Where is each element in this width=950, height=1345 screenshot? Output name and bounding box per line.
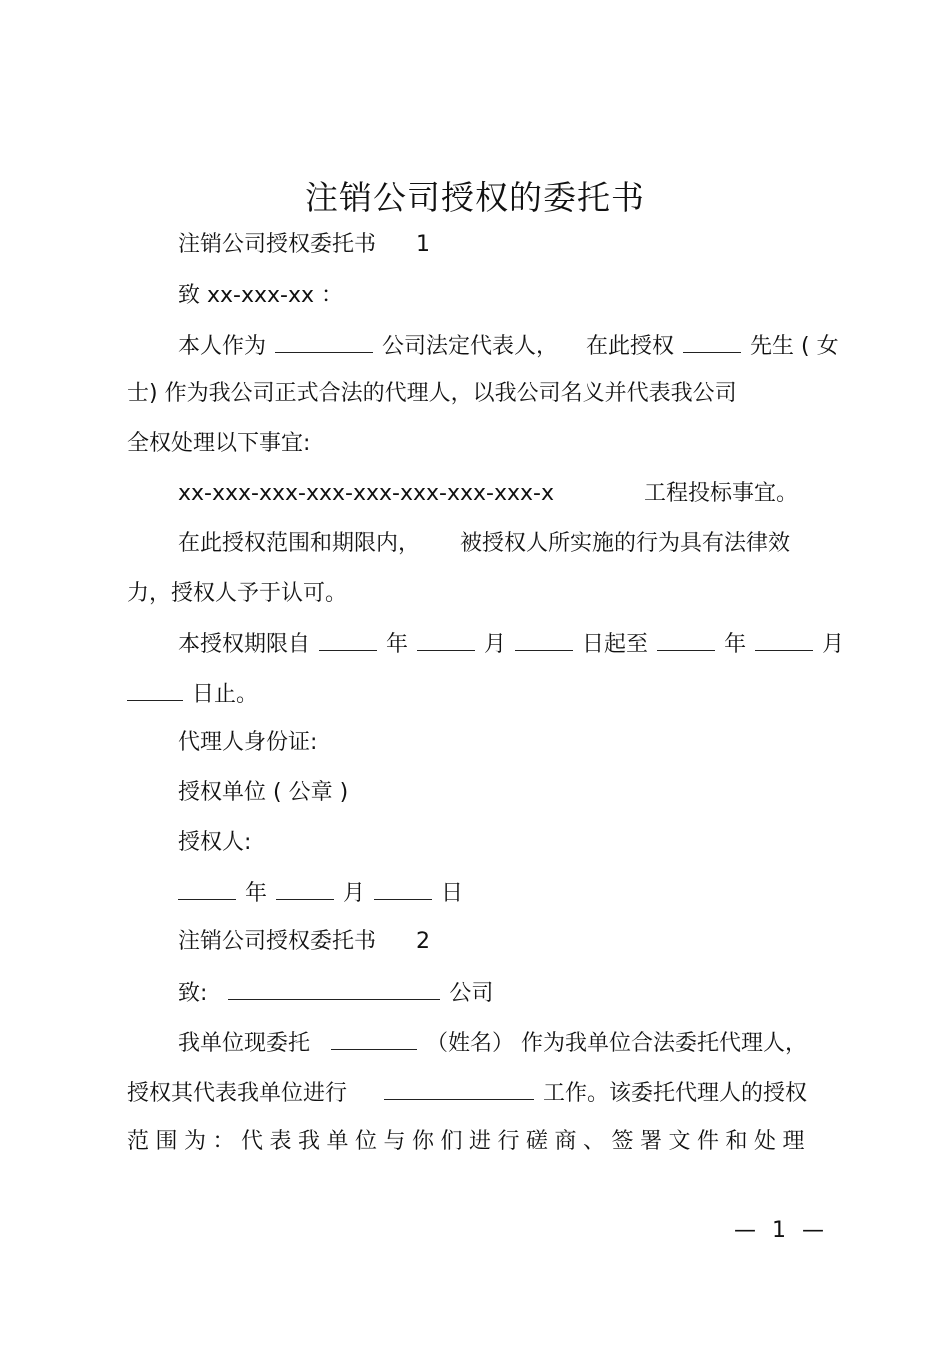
page-dash-left: — xyxy=(734,1218,756,1243)
s2-para1-b: （姓名） xyxy=(426,1031,515,1056)
s2-para2-b: 工作。该委托代理人的授权 xyxy=(543,1081,808,1106)
para1-text-b: 公司法定代表人， xyxy=(382,334,559,359)
to-suffix: 公司 xyxy=(449,981,494,1006)
para3-text-a: 在此授权范围和期限内， xyxy=(178,531,421,556)
month-label: 月 xyxy=(484,632,507,657)
section2-para2 xyxy=(127,1077,807,1109)
sign-month-blank xyxy=(276,877,334,900)
section2-recipient xyxy=(178,977,493,1009)
para3-text-b: 被授权人所实施的行为具有法律效 xyxy=(460,531,791,556)
page-dash-right: — xyxy=(802,1218,824,1243)
year-label: 年 xyxy=(245,881,268,906)
section1-para1-line3: 全权处理以下事宜: xyxy=(127,431,311,456)
day-label: 日 xyxy=(441,881,464,906)
end-day-blank xyxy=(127,678,183,701)
section2-para1 xyxy=(178,1027,807,1059)
project-text: 工程投标事宜。 xyxy=(643,481,798,506)
section2-heading-text: 注销公司授权委托书 xyxy=(178,929,377,954)
unit-seal-label: 授权单位 ( 公章 ) xyxy=(178,780,349,805)
page-number-value: 1 xyxy=(772,1218,786,1243)
month-label: 月 xyxy=(343,881,366,906)
section2-para3: 范围为：代表我单位与你们进行磋商、签署文件和处理 xyxy=(127,1129,812,1154)
project-code: xx-xxx-xxx-xxx-xxx-xxx-xxx-xxx-x xyxy=(178,481,554,506)
section1-period-line1 xyxy=(178,628,844,660)
sign-year-blank xyxy=(178,877,236,900)
start-year-blank xyxy=(319,628,377,651)
end-month-blank xyxy=(755,628,813,651)
section1-heading-number: 1 xyxy=(416,232,431,257)
sign-day-blank xyxy=(374,877,432,900)
section2-heading xyxy=(178,927,430,957)
para1-text-d: 先生 ( 女 xyxy=(750,334,839,359)
start-month-blank xyxy=(417,628,475,651)
start-day-blank xyxy=(515,628,573,651)
to-prefix: 致: xyxy=(178,981,208,1006)
company-name-blank xyxy=(275,330,373,353)
section1-heading xyxy=(178,230,430,260)
section1-para1-line1 xyxy=(178,330,839,362)
s2-para1-a: 我单位现委托 xyxy=(178,1031,311,1056)
signature-date-line xyxy=(178,877,463,909)
month-label: 月 xyxy=(822,632,845,657)
section1-recipient: 致 xx-xxx-xx ： xyxy=(178,283,344,308)
agent-name-blank xyxy=(683,330,741,353)
section1-para3-line2: 力，授权人予于认可。 xyxy=(127,581,348,606)
document-title: 注销公司授权的委托书 xyxy=(305,178,645,217)
para1-text-c: 在此授权 xyxy=(586,334,675,359)
year-label: 年 xyxy=(386,632,409,657)
work-blank xyxy=(384,1077,534,1100)
section1-para1-line2: 士) 作为我公司正式合法的代理人，以我公司名义并代表我公司 xyxy=(127,381,737,406)
day-from-label: 日起至 xyxy=(582,632,649,657)
section1-para3-line1 xyxy=(178,529,790,559)
recipient-company-blank xyxy=(228,977,440,1000)
year-label: 年 xyxy=(724,632,747,657)
s2-para1-c: 作为我单位合法委托代理人， xyxy=(521,1031,808,1056)
section1-heading-text: 注销公司授权委托书 xyxy=(178,232,377,257)
para1-text-a: 本人作为 xyxy=(178,334,267,359)
s2-para2-a: 授权其代表我单位进行 xyxy=(127,1081,348,1106)
section1-period-line2 xyxy=(127,678,258,710)
agent-id-label: 代理人身份证: xyxy=(178,730,318,755)
delegate-name-blank xyxy=(331,1027,417,1050)
page-number xyxy=(726,1218,832,1243)
end-year-blank xyxy=(657,628,715,651)
section1-para2 xyxy=(178,479,798,509)
period-prefix: 本授权期限自 xyxy=(178,632,311,657)
grantor-label: 授权人: xyxy=(178,830,252,855)
period-end: 日止。 xyxy=(192,682,259,707)
section2-heading-number: 2 xyxy=(416,929,431,954)
